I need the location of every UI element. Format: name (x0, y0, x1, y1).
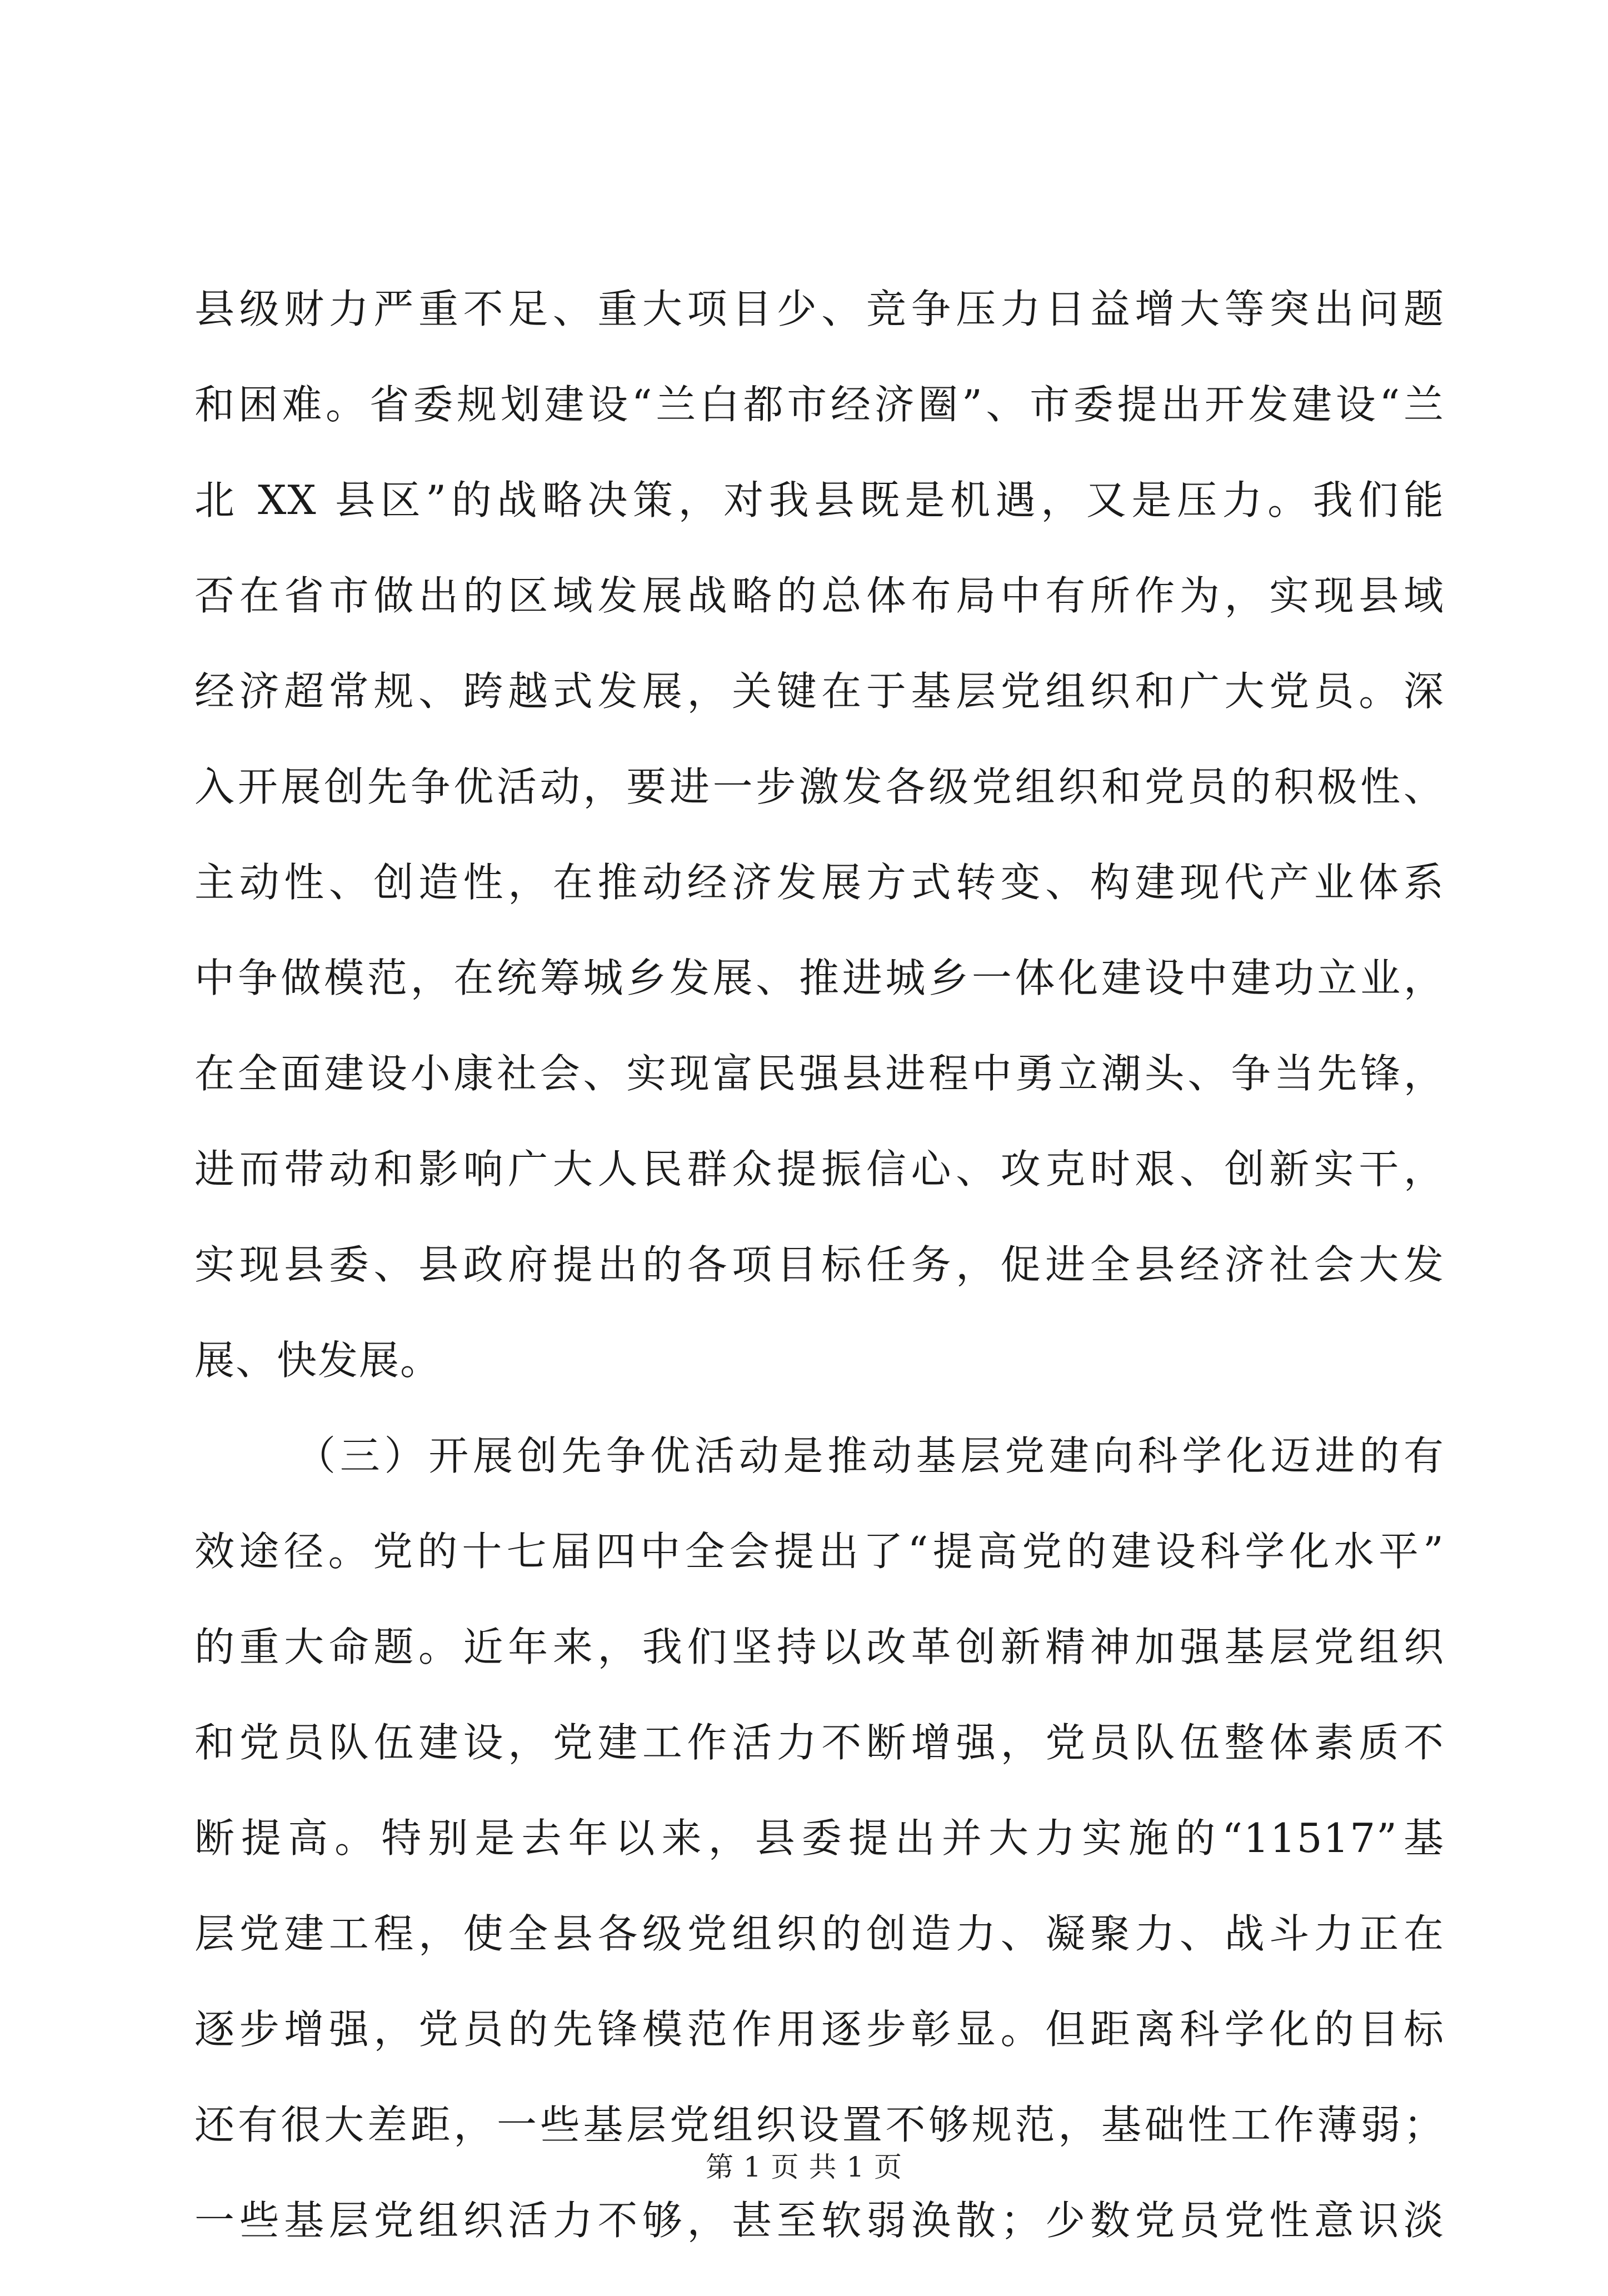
paragraph-line: 否在省市做出的区域发展战略的总体布局中有所作为，实现县域 (194, 572, 1445, 619)
paragraph-line: 中争做模范，在统筹城乡发展、推进城乡一体化建设中建功立业， (194, 955, 1445, 1001)
paragraph-line: 入开展创先争优活动，要进一步激发各级党组织和党员的积极性、 (194, 763, 1445, 810)
paragraph-line: 层党建工程，使全县各级党组织的创造力、凝聚力、战斗力正在 (194, 1910, 1445, 1957)
paragraph-line: 主动性、创造性，在推动经济发展方式转变、构建现代产业体系 (194, 859, 1445, 906)
paragraph-line: 经济超常规、跨越式发展，关键在于基层党组织和广大党员。深 (194, 668, 1445, 715)
paragraph-line: 和困难。省委规划建设“兰白都市经济圈”、市委提出开发建设“兰 (194, 381, 1445, 428)
page-number-footer: 第 1 页 共 1 页 (705, 2151, 903, 2183)
paragraph-line: 一些基层党组织活力不够，甚至软弱涣散；少数党员党性意识淡 (194, 2197, 1445, 2244)
paragraph-line: 和党员队伍建设，党建工作活力不断增强，党员队伍整体素质不 (194, 1719, 1445, 1766)
paragraph-line: 实现县委、县政府提出的各项目标任务，促进全县经济社会大发 (194, 1241, 1445, 1288)
paragraph-line: 还有很大差距，一些基层党组织设置不够规范，基础性工作薄弱； (194, 2102, 1445, 2148)
paragraph-line: 在全面建设小康社会、实现富民强县进程中勇立潮头、争当先锋， (194, 1050, 1445, 1097)
document-body (194, 286, 1445, 2296)
paragraph-line: 效途径。党的十七届四中全会提出了“提高党的建设科学化水平” (194, 1528, 1445, 1575)
paragraph-line: 县级财力严重不足、重大项目少、竞争压力日益增大等突出问题 (194, 286, 1445, 332)
paragraph-line: 北 XX 县区”的战略决策，对我县既是机遇，又是压力。我们能 (194, 477, 1445, 523)
paragraph-line: 逐步增强，党员的先锋模范作用逐步彰显。但距离科学化的目标 (194, 2006, 1445, 2053)
paragraph-line: （三）开展创先争优活动是推动基层党建向科学化迈进的有 (296, 1432, 1445, 1479)
paragraph-line: 展、快发展。 (194, 1337, 442, 1384)
paragraph-line: 进而带动和影响广大人民群众提振信心、攻克时艰、创新实干， (194, 1146, 1445, 1192)
paragraph-line: 的重大命题。近年来，我们坚持以改革创新精神加强基层党组织 (194, 1624, 1445, 1670)
paragraph-line: 断提高。特别是去年以来，县委提出并大力实施的“11517”基 (194, 1815, 1445, 1861)
